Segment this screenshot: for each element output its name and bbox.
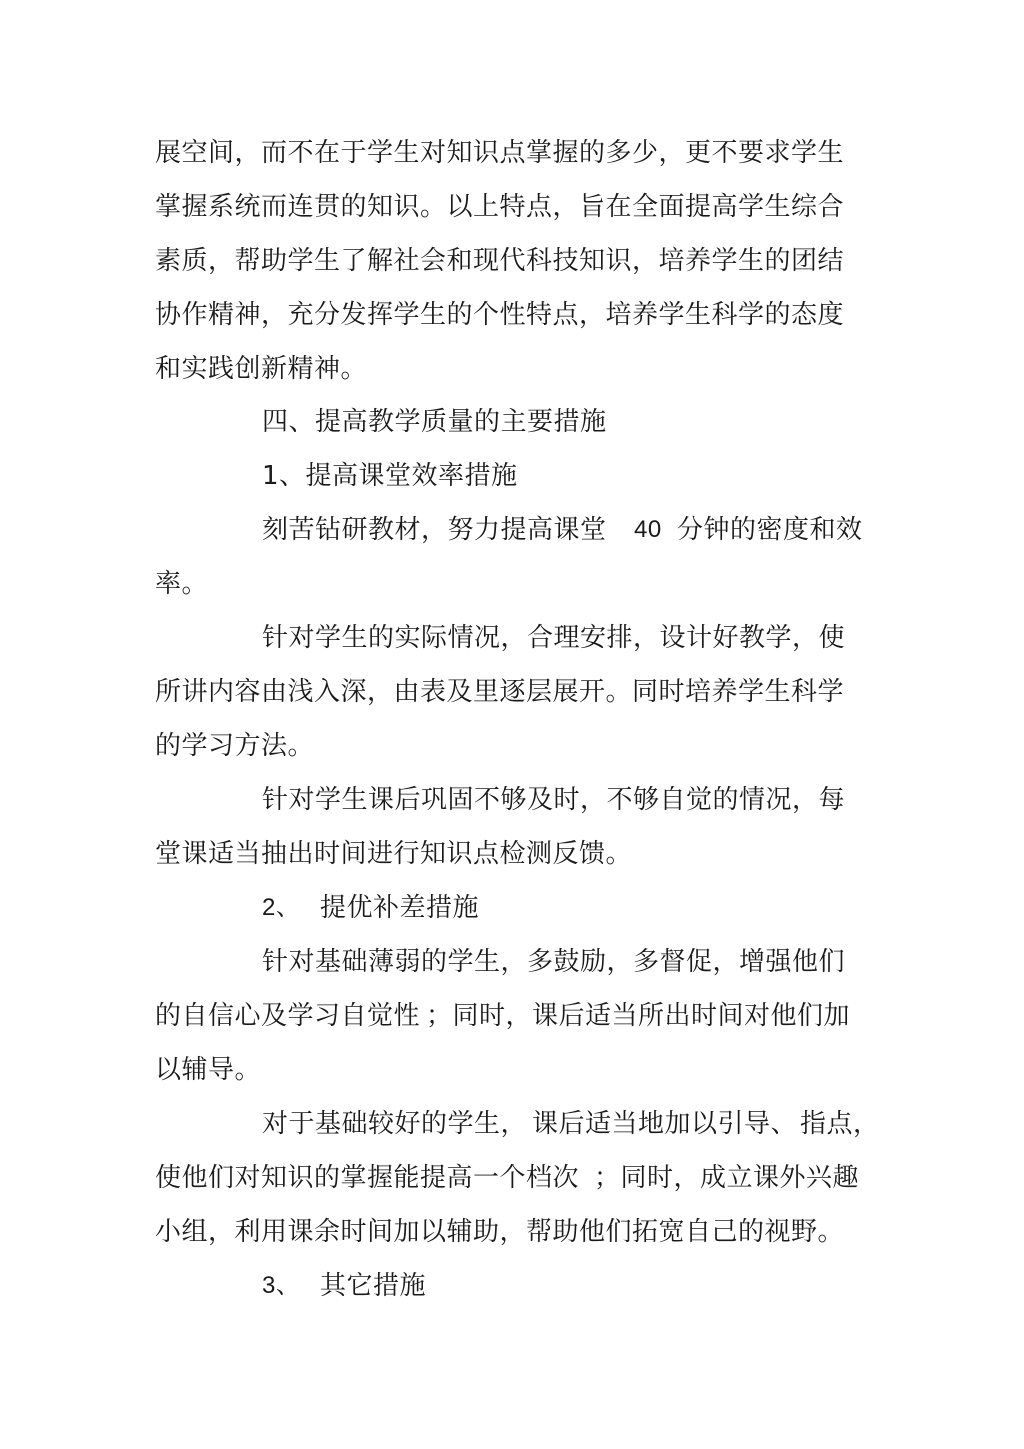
text-line: 协作精神，充分发挥学生的个性特点，培养学生科学的态度 — [155, 300, 845, 330]
text-line: 课后适当地加以引导、 — [532, 1109, 798, 1139]
subsection-heading: 提优补差措施 — [320, 893, 480, 923]
text-number: 40 — [634, 516, 662, 543]
subsection-heading: 其它措施 — [320, 1271, 427, 1301]
text-line: 针对学生课后巩固不够及时，不够自觉的情况，每 — [262, 785, 846, 815]
subsection-heading: 1、提高课堂效率措施 — [262, 461, 518, 491]
text-line: 以辅导。 — [155, 1055, 262, 1085]
text-line: 展空间，而不在于学生对知识点掌握的多少，更不要求学生 — [155, 138, 845, 168]
section-heading: 四、提高教学质量的主要措施 — [262, 407, 607, 437]
text-line: 对于基础较好的学生， — [262, 1109, 528, 1139]
text-line: 针对基础薄弱的学生，多鼓励，多督促，增强他们 — [262, 947, 846, 977]
text-line: 和实践创新精神。 — [155, 354, 368, 384]
text-line: 的学习方法。 — [155, 731, 315, 761]
subsection-number: 2、 — [262, 894, 301, 921]
text-line: 针对学生的实际情况，合理安排，设计好教学，使 — [262, 623, 846, 653]
text-line: 使他们对知识的掌握能提高一个档次 — [155, 1163, 580, 1193]
subsection-number: 3、 — [262, 1272, 301, 1299]
text-line: 刻苦钻研教材，努力提高课堂 — [262, 515, 607, 545]
text-line: 率。 — [155, 569, 209, 599]
text-line: 堂课适当抽出时间进行知识点检测反馈。 — [155, 839, 633, 869]
text-line: 分钟的密度和效 — [677, 515, 863, 545]
text-line: ；同时，课后适当所出时间对他们加 — [426, 1001, 851, 1031]
text-line: ；同时，成立课外兴趣 — [594, 1163, 860, 1193]
text-line: 小组，利用课余时间加以辅助，帮助他们拓宽自己的视野。 — [155, 1217, 845, 1247]
text-line: 指点， — [800, 1109, 880, 1139]
text-line: 的自信心及学习自觉性 — [155, 1001, 421, 1031]
text-line: 素质，帮助学生了解社会和现代科技知识，培养学生的团结 — [155, 246, 845, 276]
text-line: 掌握系统而连贯的知识。以上特点，旨在全面提高学生综合 — [155, 192, 845, 222]
text-line: 所讲内容由浅入深，由表及里逐层展开。同时培养学生科学 — [155, 677, 845, 707]
